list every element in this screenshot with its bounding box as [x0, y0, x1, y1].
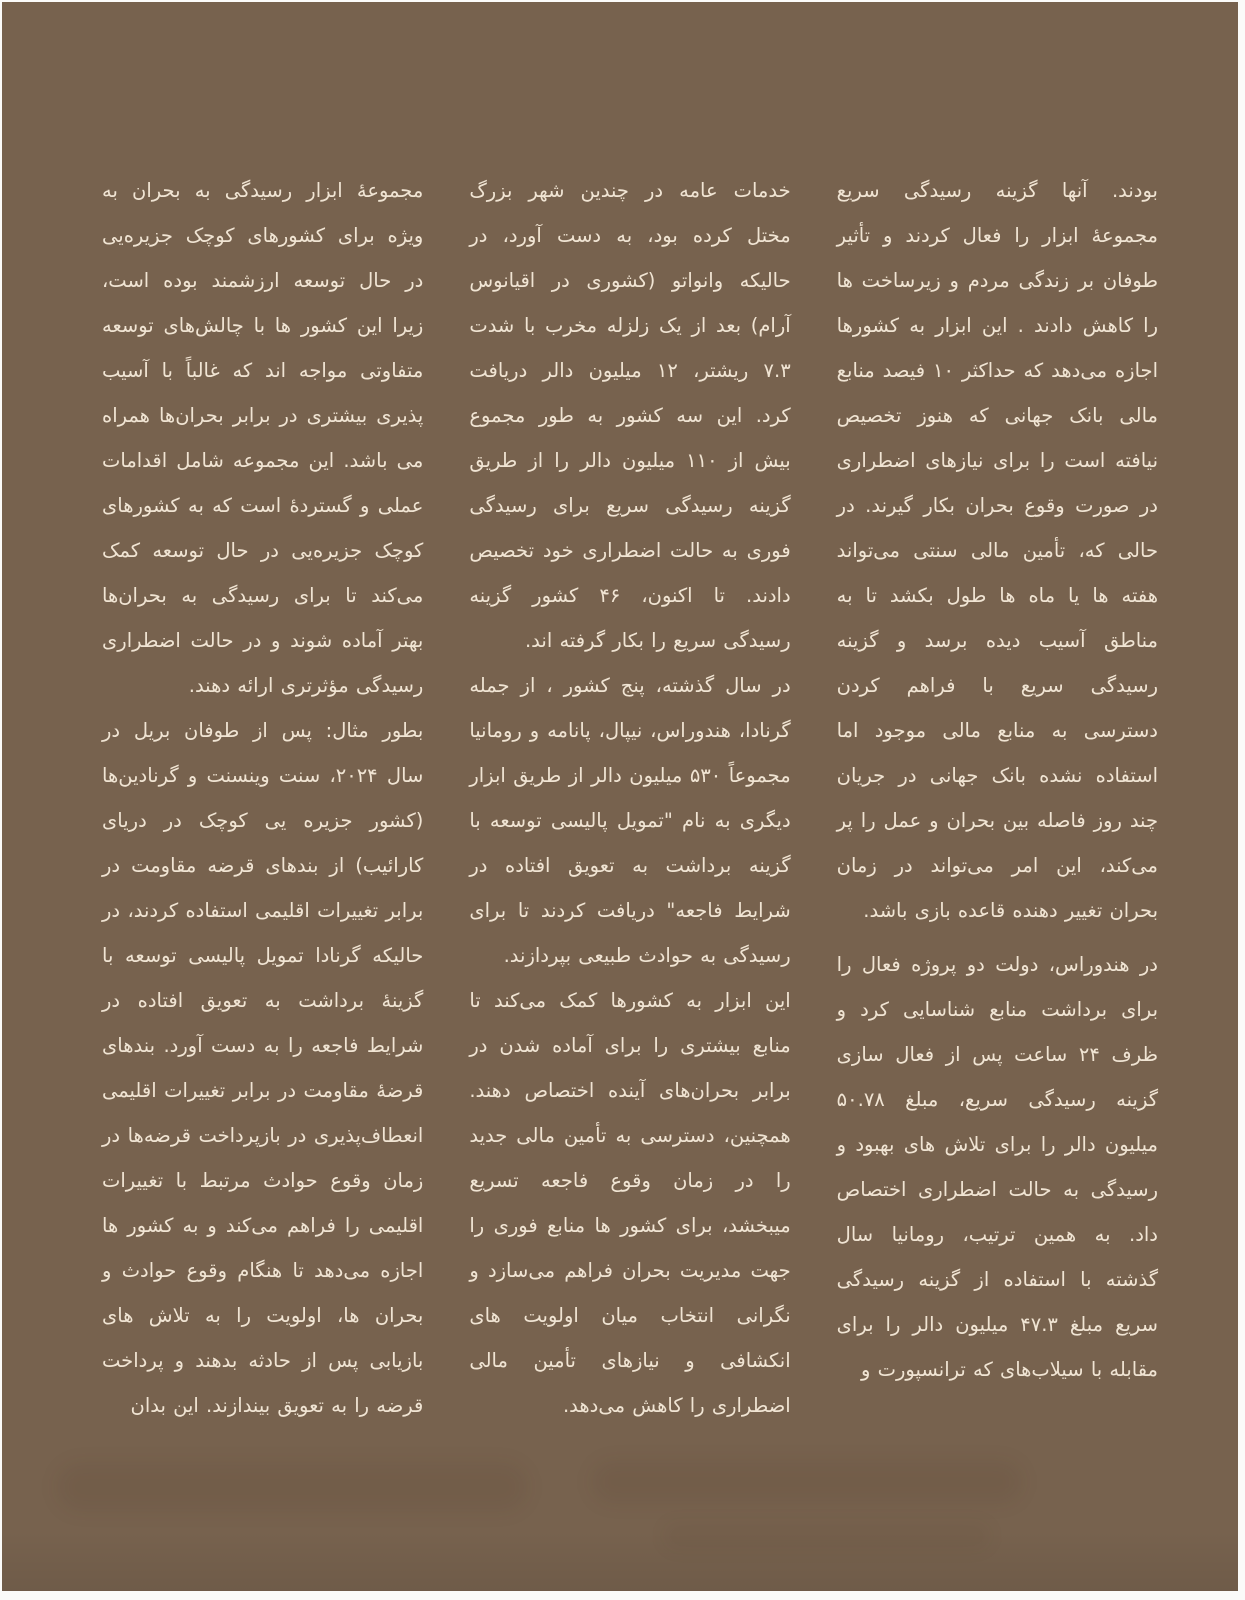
paragraph-left-1: مجموعهٔ ابزار رسیدگی به بحران به ویژه برای کشورهای کوچک جزیره‌یی در حال توسعه ارزشمند بوده است، زیرا این کشور ها با چالش‌های توسعه متفاوتی مواجه اند که غالباً با آسیب پذیری بیشتری در برابر بحران‌ها همراه می باشد. این مجموعه شامل اقدامات عملی و گستردهٔ است که به کشورهای کوچک جزیره‌یی در حال توسعه کمک می‌کند تا برای رسیدگی به بحران‌ها بهتر آماده شوند و در حالت اضطراری رسیدگی مؤثرتری ارائه دهند. [102, 179, 424, 697]
bottom-smudge-artifact [57, 1463, 527, 1511]
bottom-smudge-artifact [662, 1521, 992, 1551]
article-columns [102, 168, 1158, 1428]
bottom-smudge-artifact [592, 1461, 1022, 1503]
document-page [2, 2, 1238, 1591]
paragraph-right-2: در هندوراس، دولت دو پروژه فعال را برای برداشت منابع شناسایی کرد و ظرف ۲۴ ساعت پس از فعال سازی گزینه رسیدگی سریع، مبلغ ۵۰.۷۸ میلیون دالر را برای تلاش های بهبود و رسیدگی به حالت اضطراری اختصاص داد. به همین ترتیب، رومانیا سال گذشته با استفاده از گزینه رسیدگی سریع مبلغ ۴۷.۳ میلیون دالر را برای مقابله با سیلاب‌های که ترانسپورت و [836, 953, 1158, 1381]
paragraph-left-2: بطور مثال: پس از طوفان بریل در سال ۲۰۲۴، سنت وینسنت و گرنادین‌ها (کشور جزیره یی کوچک در دریای کارائیب) از بندهای قرضه مقاومت در برابر تغییرات اقلیمی استفاده کردند، در حالیکه گرنادا تمویل پالیسی توسعه با گزینهٔ برداشت به تعویق افتاده در شرایط فاجعه را به دست آورد. بندهای قرضهٔ مقاومت در برابر تغییرات اقلیمی انعطاف‌پذیری در بازپرداخت قرضه‌ها در زمان وقوع حوادث مرتبط با تغییرات اقلیمی را فراهم می‌کند و به کشور ها اجازه می‌دهد تا هنگام وقوع حوادث و بحران ها، اولویت را به تلاش های بازیابی پس از حادثه بدهند و پرداخت قرضه را به تعویق بیندازند. این بدان [102, 719, 424, 1417]
text-column-left [102, 168, 423, 1428]
text-column-right [837, 168, 1158, 1428]
paragraph-middle-1: خدمات عامه در چندین شهر بزرگ مختل کرده بود، به دست آورد، در حالیکه وانواتو (کشوری در اقیانوس آرام) بعد از یک زلزله مخرب با شدت ۷.۳ ریشتر، ۱۲ میلیون دالر دریافت کرد. این سه کشور به طور مجموع بیش از ۱۱۰ میلیون دالر را از طریق گزینه رسیدگی سریع برای رسیدگی فوری به حالت اضطراری خود تخصیص دادند. تا اکنون، ۴۶ کشور گزینه رسیدگی سریع را بکار گرفته اند. [469, 179, 791, 652]
paragraph-middle-2: در سال گذشته، پنج کشور ، از جمله گرنادا، هندوراس، نیپال، پانامه و رومانیا مجموعاً ۵۳۰ میلیون دالر از طریق ابزار دیگری به نام "تمویل پالیسی توسعه با گزینه برداشت به تعویق افتاده در شرایط فاجعه" دریافت کردند تا برای رسیدگی به حوادث طبیعی بپردازند. [469, 674, 791, 967]
paragraph-middle-3: این ابزار به کشورها کمک می‌کند تا منابع بیشتری را برای آماده شدن در برابر بحران‌های آینده اختصاص دهند. همچنین، دسترسی به تأمین مالی جدید را در زمان وقوع فاجعه تسریع میبخشد، برای کشور ها منابع فوری را جهت مدیریت بحران فراهم می‌سازد و نگرانی انتخاب میان اولویت های انکشافی و نیازهای تأمین مالی اضطراری را کاهش می‌دهد. [469, 989, 791, 1417]
text-column-middle [469, 168, 790, 1428]
paragraph-right-1: بودند. آنها گزینه رسیدگی سریع مجموعهٔ ابزار را فعال کردند و تأثیر طوفان بر زندگی مردم و زیرساخت ها را کاهش دادند . این ابزار به کشورها اجازه می‌دهد که حداکثر ۱۰ فیصد منابع مالی بانک جهانی که هنوز تخصیص نیافته است را برای نیازهای اضطراری در صورت وقوع بحران بکار گیرند. در حالی که، تأمین مالی سنتی می‌تواند هفته ها یا ماه ها طول بکشد تا به مناطق آسیب دیده برسد و گزینه رسیدگی سریع با فراهم کردن دسترسی به منابع مالی موجود اما استفاده نشده بانک جهانی در جریان چند روز فاصله بین بحران و عمل را پر می‌کند، این امر می‌تواند در زمان بحران تغییر دهنده قاعده بازی باشد. [836, 179, 1158, 922]
